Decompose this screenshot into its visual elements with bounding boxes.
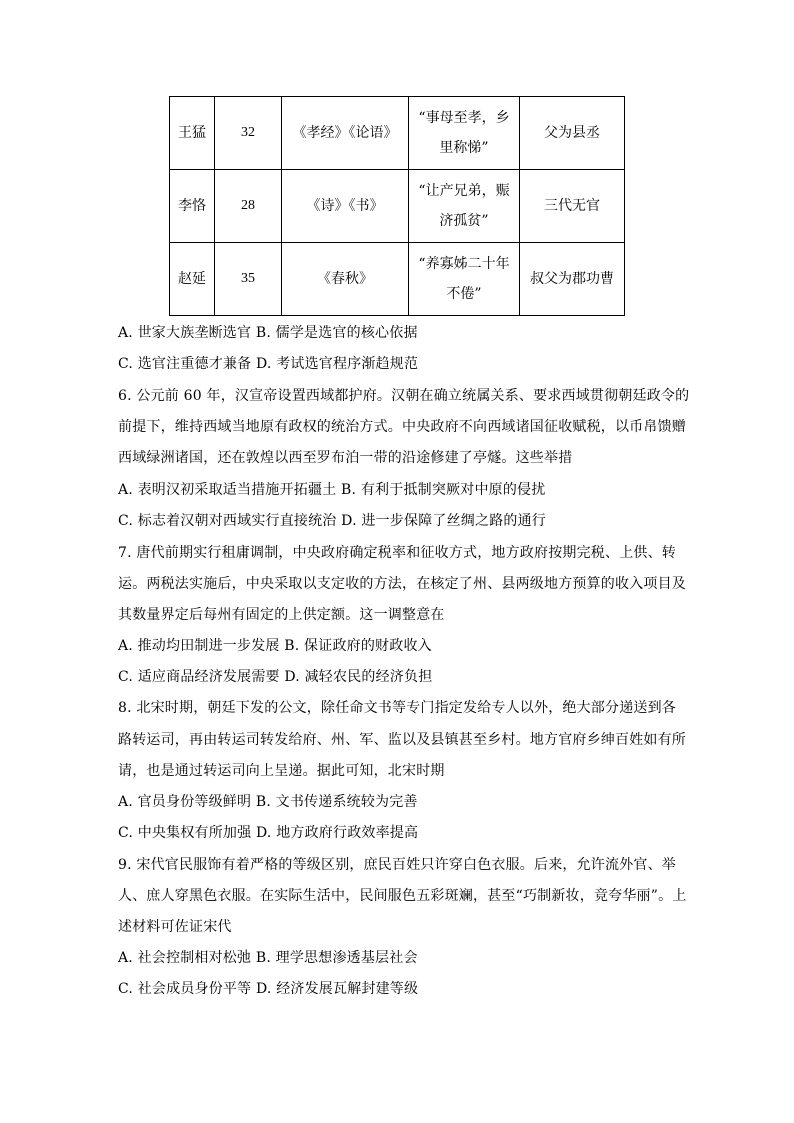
option-line: A. 官员身份等级鲜明 B. 文书传递系统较为完善 (118, 794, 418, 810)
table-cell-reputation: “养寡姊二十年不倦” (409, 243, 520, 316)
table-cell-classics: 《诗》《书》 (282, 170, 409, 243)
question-text-line: 运。两税法实施后，中央采取以支定收的方法，在核定了州、县两级地方预算的收入项目及 (118, 576, 686, 592)
table-cell-reputation: “事母至孝，乡里称悌” (409, 97, 520, 170)
option-line: A. 社会控制相对松弛 B. 理学思想渗透基层社会 (118, 950, 418, 966)
option-line: C. 标志着汉朝对西域实行直接统治 D. 进一步保障了丝绸之路的通行 (118, 513, 546, 529)
table-cell-family: 父为县丞 (520, 97, 625, 170)
table-row (170, 243, 625, 316)
question-text-line: 请，也是通过转运司向上呈递。据此可知，北宋时期 (118, 763, 445, 779)
question-text-line: 述材料可佐证宋代 (118, 919, 232, 935)
question-text-line: 前提下，维持西域当地原有政权的统治方式。中央政府不向西域诸国征收赋税，以币帛馈赠 (118, 419, 686, 435)
option-line: A. 推动均田制进一步发展 B. 保证政府的财政收入 (118, 638, 432, 654)
table-row (170, 97, 625, 170)
option-line: C. 社会成员身份平等 D. 经济发展瓦解封建等级 (118, 981, 419, 997)
table-cell-name: 李恪 (170, 170, 215, 243)
table-cell-family: 叔父为郡功曹 (520, 243, 625, 316)
option-line: A. 表明汉初采取适当措施开拓疆土 B. 有利于抵制突厥对中原的侵扰 (118, 482, 546, 498)
question-text-line: 其数量界定后每州有固定的上供定额。这一调整意在 (118, 607, 445, 623)
table-cell-name: 赵延 (170, 243, 215, 316)
question-text-line: 7. 唐代前期实行租庸调制，中央政府确定税率和征收方式，地方政府按期完税、上供、转 (118, 545, 677, 561)
question-text-line: 路转运司，再由转运司转发给府、州、军、监以及县镇甚至乡村。地方官府乡绅百姓如有所 (118, 732, 686, 748)
table-cell-age: 32 (215, 97, 282, 170)
table-cell-age: 28 (215, 170, 282, 243)
table-cell-reputation: “让产兄弟，赈济孤贫” (409, 170, 520, 243)
question-text-line: 人、庶人穿黑色衣服。在实际生活中，民间服色五彩斑斓，甚至“巧制新妆，竞夸华丽”。上 (118, 888, 687, 904)
option-line: C. 选官注重德才兼备 D. 考试选官程序渐趋规范 (118, 356, 419, 372)
question-text-line: 6. 公元前 60 年，汉宣帝设置西域都护府。汉朝在确立统属关系、要求西域贯彻朝廷政令的 (118, 388, 690, 404)
question-text-line: 8. 北宋时期，朝廷下发的公文，除任命文书等专门指定发给专人以外，绝大部分递送到各 (118, 700, 677, 716)
table-cell-family: 三代无官 (520, 170, 625, 243)
table-cell-name: 王猛 (170, 97, 215, 170)
option-line: A. 世家大族垄断选官 B. 儒学是选官的核心依据 (118, 325, 418, 341)
option-line: C. 适应商品经济发展需要 D. 减轻农民的经济负担 (118, 669, 433, 685)
table-cell-age: 35 (215, 243, 282, 316)
table-cell-classics: 《孝经》《论语》 (282, 97, 409, 170)
candidate-table (169, 96, 625, 316)
question-text-line: 西域绿洲诸国，还在敦煌以西至罗布泊一带的沿途修建了亭燧。这些举措 (118, 450, 573, 466)
option-line: C. 中央集权有所加强 D. 地方政府行政效率提高 (118, 825, 419, 841)
question-text-line: 9. 宋代官民服饰有着严格的等级区别，庶民百姓只许穿白色衣服。后来，允许流外官、举 (118, 857, 677, 873)
table-cell-classics: 《春秋》 (282, 243, 409, 316)
table-row (170, 170, 625, 243)
